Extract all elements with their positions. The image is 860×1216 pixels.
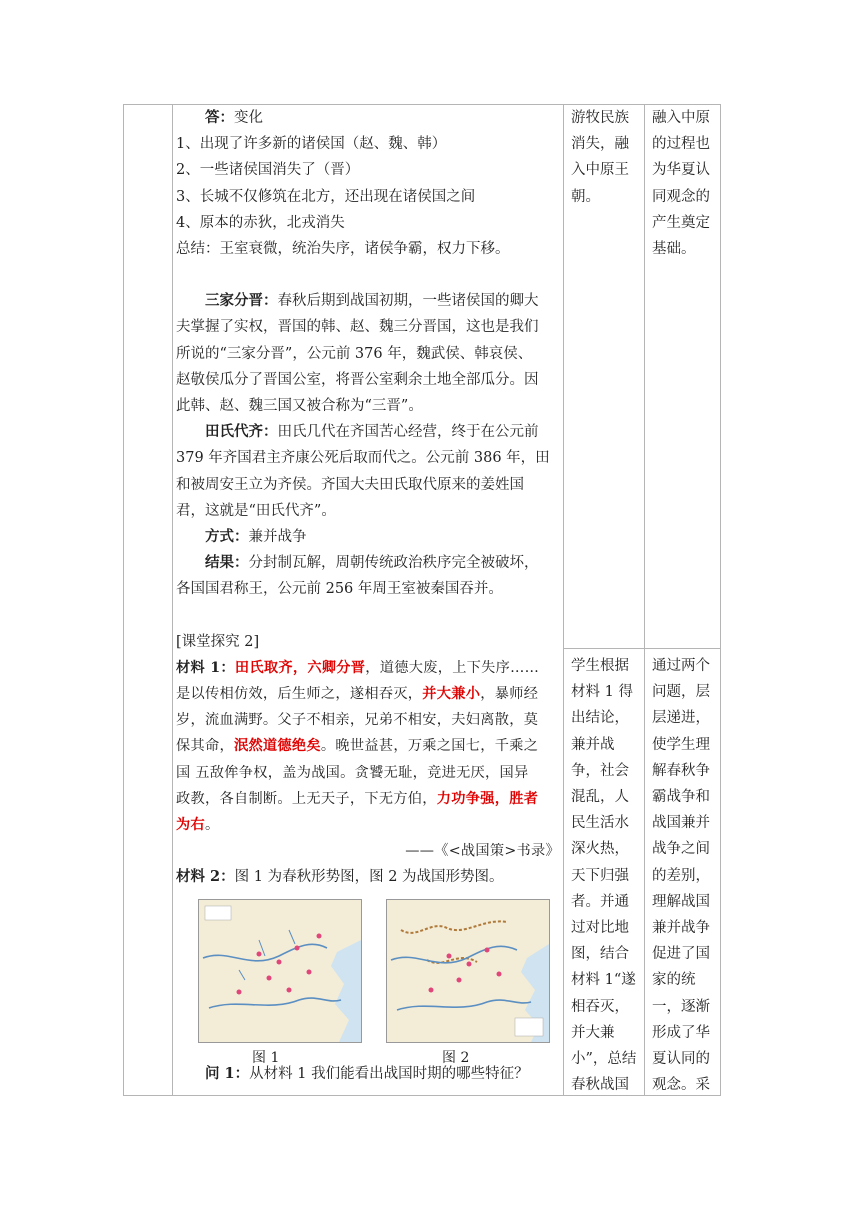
- sanjia-line: 春秋后期到战国初期，一些诸侯国的卿大: [277, 293, 539, 310]
- material1-text: 政教，各自制断。上无天子，下无方伯，: [176, 790, 437, 807]
- purpose-line: 同观念的: [652, 188, 710, 205]
- student-line: 材料 1 得: [571, 684, 633, 701]
- purpose-line: 观念。采: [652, 1077, 710, 1094]
- change-item: 2、一些诸侯国消失了（晋）: [176, 162, 360, 179]
- material1-text: 是以传相仿效，后生师之，遂相吞灭，: [176, 686, 423, 703]
- student-line: 天下归强: [571, 867, 629, 884]
- row-divider: [563, 648, 721, 649]
- material1-text: 岁，流血满野。父子不相亲，兄弟不相安，夫妇离散，莫: [176, 712, 539, 729]
- answer-label: 答：: [205, 109, 234, 126]
- material1-text: 。: [204, 817, 220, 834]
- purpose-line: 霸战争和: [652, 789, 710, 806]
- sanjia-line: 所说的“三家分晋”，公元前 376 年，魏武侯、韩哀侯、: [176, 345, 533, 362]
- purpose-line: 形成了华: [652, 1024, 710, 1041]
- student-line: 出结论，: [571, 710, 629, 727]
- student-line: 过对比地: [571, 920, 629, 937]
- highlight-text: 为右: [176, 817, 205, 834]
- sanjia-line: 夫掌握了实权，晋国的韩、赵、魏三分晋国，这也是我们: [176, 319, 539, 336]
- sanjia-label: 三家分晋：: [205, 292, 278, 310]
- warring-states-map: [386, 899, 550, 1043]
- highlight-text: 泯然道德绝矣: [233, 738, 321, 755]
- design-purpose-top: [652, 105, 722, 262]
- question1-label: 问 1：: [205, 1064, 250, 1082]
- method-text: 兼并战争: [248, 529, 307, 546]
- student-line: 者。并通: [571, 893, 629, 910]
- student-line: 图，结合: [571, 946, 629, 963]
- spring-autumn-map: [198, 899, 362, 1043]
- purpose-line: 战国兼并: [652, 815, 710, 832]
- student-line: 消失，融: [571, 136, 629, 153]
- purpose-line: 战争之间: [652, 841, 710, 858]
- lesson-table: [123, 104, 721, 1096]
- tian-label: 田氏代齐：: [205, 423, 278, 441]
- highlight-text: 并大兼小: [422, 686, 481, 703]
- purpose-line: 问题，层: [652, 684, 710, 701]
- tian-line: 君，这就是“田氏代齐”。: [176, 502, 336, 519]
- purpose-line: 促进了国: [652, 946, 710, 963]
- purpose-line: 层递进，: [652, 710, 710, 727]
- sanjia-line: 赵敬侯瓜分了晋国公室，将晋公室剩余土地全部瓜分。因: [176, 371, 539, 388]
- material2-text: 图 1 为春秋形势图，图 2 为战国形势图。: [234, 869, 504, 886]
- purpose-line: 家的统: [652, 972, 696, 989]
- purpose-line: 融入中原: [652, 110, 710, 126]
- purpose-line: 解春秋争: [652, 762, 710, 779]
- result-label: 结果：: [205, 554, 249, 572]
- material1-text: 。晚世益甚，万乘之国七，千乘之: [320, 738, 539, 755]
- student-line: 游牧民族: [571, 110, 629, 126]
- student-activity-top: [571, 105, 643, 210]
- student-line: 学生根据: [571, 658, 629, 674]
- maps-row: [176, 891, 560, 1066]
- method-label: 方式：: [205, 528, 249, 546]
- student-line: 混乱，人: [571, 789, 629, 806]
- material2-label: 材料 2：: [176, 868, 235, 886]
- student-line: 春秋战国: [571, 1077, 629, 1094]
- purpose-line: 的过程也: [652, 136, 710, 153]
- student-line: 争，社会: [571, 762, 629, 779]
- highlight-text: 力功争强，胜者: [436, 790, 539, 807]
- answer-text: 变化: [234, 110, 263, 126]
- material1-label: 材料 1：: [176, 659, 235, 676]
- student-line: 并大兼: [571, 1024, 615, 1041]
- column-divider: [172, 105, 173, 1095]
- material1-source: ——《<战国策>书录》: [405, 843, 560, 860]
- purpose-line: 兼并战争: [652, 920, 710, 937]
- purpose-line: 一，逐渐: [652, 998, 710, 1015]
- sanjia-line: 此韩、赵、魏三国又被合称为“三晋”。: [176, 398, 423, 415]
- student-line: 兼并战: [571, 736, 615, 753]
- tian-line: 和被周安王立为齐侯。齐国大夫田氏取代原来的姜姓国: [176, 476, 524, 493]
- change-item: 1、出现了许多新的诸侯国（赵、魏、韩）: [176, 136, 447, 153]
- student-line: 朝。: [571, 188, 600, 205]
- student-line: 入中原王: [571, 162, 629, 179]
- inquiry-heading: [课堂探究 2]: [176, 633, 260, 650]
- purpose-line: 夏认同的: [652, 1051, 710, 1068]
- purpose-line: 通过两个: [652, 658, 710, 674]
- column-divider: [644, 105, 645, 1095]
- purpose-line: 使学生理: [652, 736, 710, 753]
- student-line: 民生活水: [571, 815, 629, 832]
- result-line: 各国国君称王，公元前 256 年周王室被秦国吞并。: [176, 581, 503, 598]
- purpose-line: 基础。: [652, 241, 696, 258]
- main-content: [176, 105, 560, 1087]
- design-purpose-bottom: [652, 653, 722, 1098]
- material1-text: ，暴师经: [480, 686, 539, 703]
- question1-text: 从材料 1 我们能看出战国时期的哪些特征？: [249, 1065, 529, 1082]
- map1-caption: 图 1: [252, 1049, 280, 1066]
- purpose-line: 产生奠定: [652, 214, 710, 231]
- student-line: 小”，总结: [571, 1051, 637, 1068]
- summary: 总结：王室衰微，统治失序，诸侯争霸，权力下移。: [176, 241, 510, 258]
- purpose-line: 为华夏认: [652, 162, 710, 179]
- column-divider: [563, 105, 564, 1095]
- purpose-line: 理解战国: [652, 893, 710, 910]
- highlight-text: 田氏取齐，六卿分晋: [234, 659, 366, 676]
- material1-text: ，道德大废，上下失序……: [365, 659, 540, 676]
- purpose-line: 的差别，: [652, 867, 710, 884]
- student-line: 材料 1“遂: [571, 972, 636, 989]
- student-line: 深火热，: [571, 841, 629, 858]
- change-item: 3、长城不仅修筑在北方，还出现在诸侯国之间: [176, 188, 476, 205]
- change-item: 4、原本的赤狄，北戎消失: [176, 214, 345, 231]
- tian-line: 379 年齐国君主齐康公死后取而代之。公元前 386 年，田: [176, 450, 550, 467]
- map2-caption: 图 2: [442, 1049, 470, 1066]
- material1-text: 国 五敌侔争权，盖为战国。贪饕无耻，竞进无厌，国异: [176, 764, 529, 781]
- student-activity-bottom: [571, 653, 643, 1098]
- student-line: 相吞灭，: [571, 998, 629, 1015]
- tian-line: 田氏几代在齐国苦心经营，终于在公元前: [277, 424, 539, 441]
- result-line: 分封制瓦解，周朝传统政治秩序完全被破坏，: [248, 555, 539, 572]
- material1-text: 保其命，: [176, 738, 234, 755]
